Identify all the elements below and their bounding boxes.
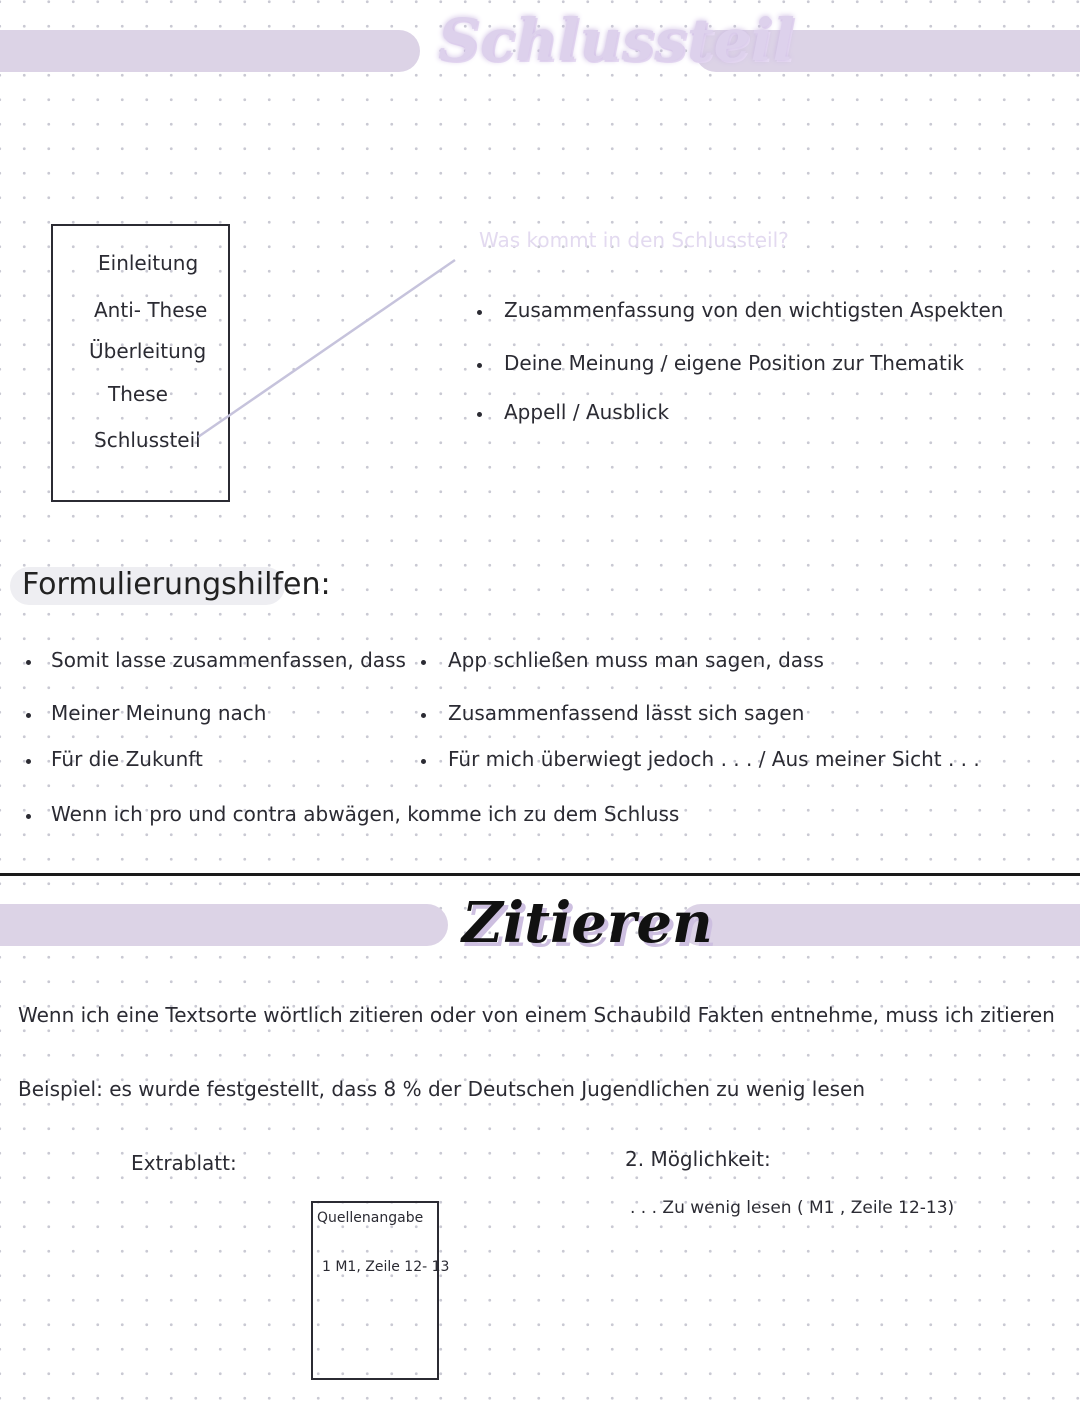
phrase-left-2: Meiner Meinung nach <box>51 701 267 725</box>
phrase-right-3: Für mich überwiegt jedoch . . . / Aus meiner Sicht . . . <box>448 747 980 771</box>
structure-item-ueberleitung: Überleitung <box>89 339 207 363</box>
bullet <box>477 310 482 315</box>
zitieren-example: Beispiel: es wurde festgestellt, dass 8 % der Deutschen Jugendlichen zu wenig lesen <box>18 1077 866 1101</box>
structure-item-schlussteil: Schlussteil <box>94 428 201 452</box>
bullet <box>421 660 426 665</box>
source-box-entry: 1 M1, Zeile 12- 13 <box>322 1259 450 1275</box>
phrase-right-1: App schließen muss man sagen, dass <box>448 648 824 672</box>
phrase-left-1: Somit lasse zusammenfassen, dass <box>51 648 406 672</box>
option2-label: 2. Möglichkeit: <box>625 1147 771 1171</box>
point-opinion: Deine Meinung / eigene Position zur Thematik <box>504 351 964 375</box>
schlussteil-question: Was kommt in den Schlussteil? <box>479 228 789 252</box>
schlussteil-title: Schlussteil <box>438 6 795 74</box>
structure-item-einleitung: Einleitung <box>98 251 199 275</box>
bullet <box>26 660 31 665</box>
phrase-last: Wenn ich pro und contra abwägen, komme ich zu dem Schluss <box>51 802 680 826</box>
bullet <box>421 713 426 718</box>
source-box-title: Quellenangabe <box>317 1210 424 1226</box>
extrablatt-label: Extrablatt: <box>131 1151 237 1175</box>
zitieren-bar-left <box>0 904 448 946</box>
bullet <box>477 363 482 368</box>
zitieren-title: Zitieren <box>462 890 713 956</box>
bullet <box>477 412 482 417</box>
bullet <box>26 759 31 764</box>
section-divider <box>0 873 1080 876</box>
zitieren-intro: Wenn ich eine Textsorte wörtlich zitieren oder von einem Schaubild Fakten entnehme, muss ich zitieren <box>18 1003 1055 1027</box>
option2-example: . . . Zu wenig lesen ( M1 , Zeile 12-13) <box>630 1198 955 1218</box>
bullet <box>421 759 426 764</box>
bullet <box>26 814 31 819</box>
zitieren-bar-right <box>680 904 1080 946</box>
structure-item-these: These <box>108 382 168 406</box>
point-summary: Zusammenfassung von den wichtigsten Aspekten <box>504 298 1004 322</box>
bullet <box>26 713 31 718</box>
phrase-right-2: Zusammenfassend lässt sich sagen <box>448 701 805 725</box>
source-box <box>311 1201 439 1380</box>
structure-item-anti-these: Anti- These <box>94 298 208 322</box>
point-appeal: Appell / Ausblick <box>504 400 670 424</box>
formulierungshilfen-heading: Formulierungshilfen: <box>22 567 331 602</box>
phrase-left-3: Für die Zukunft <box>51 747 203 771</box>
